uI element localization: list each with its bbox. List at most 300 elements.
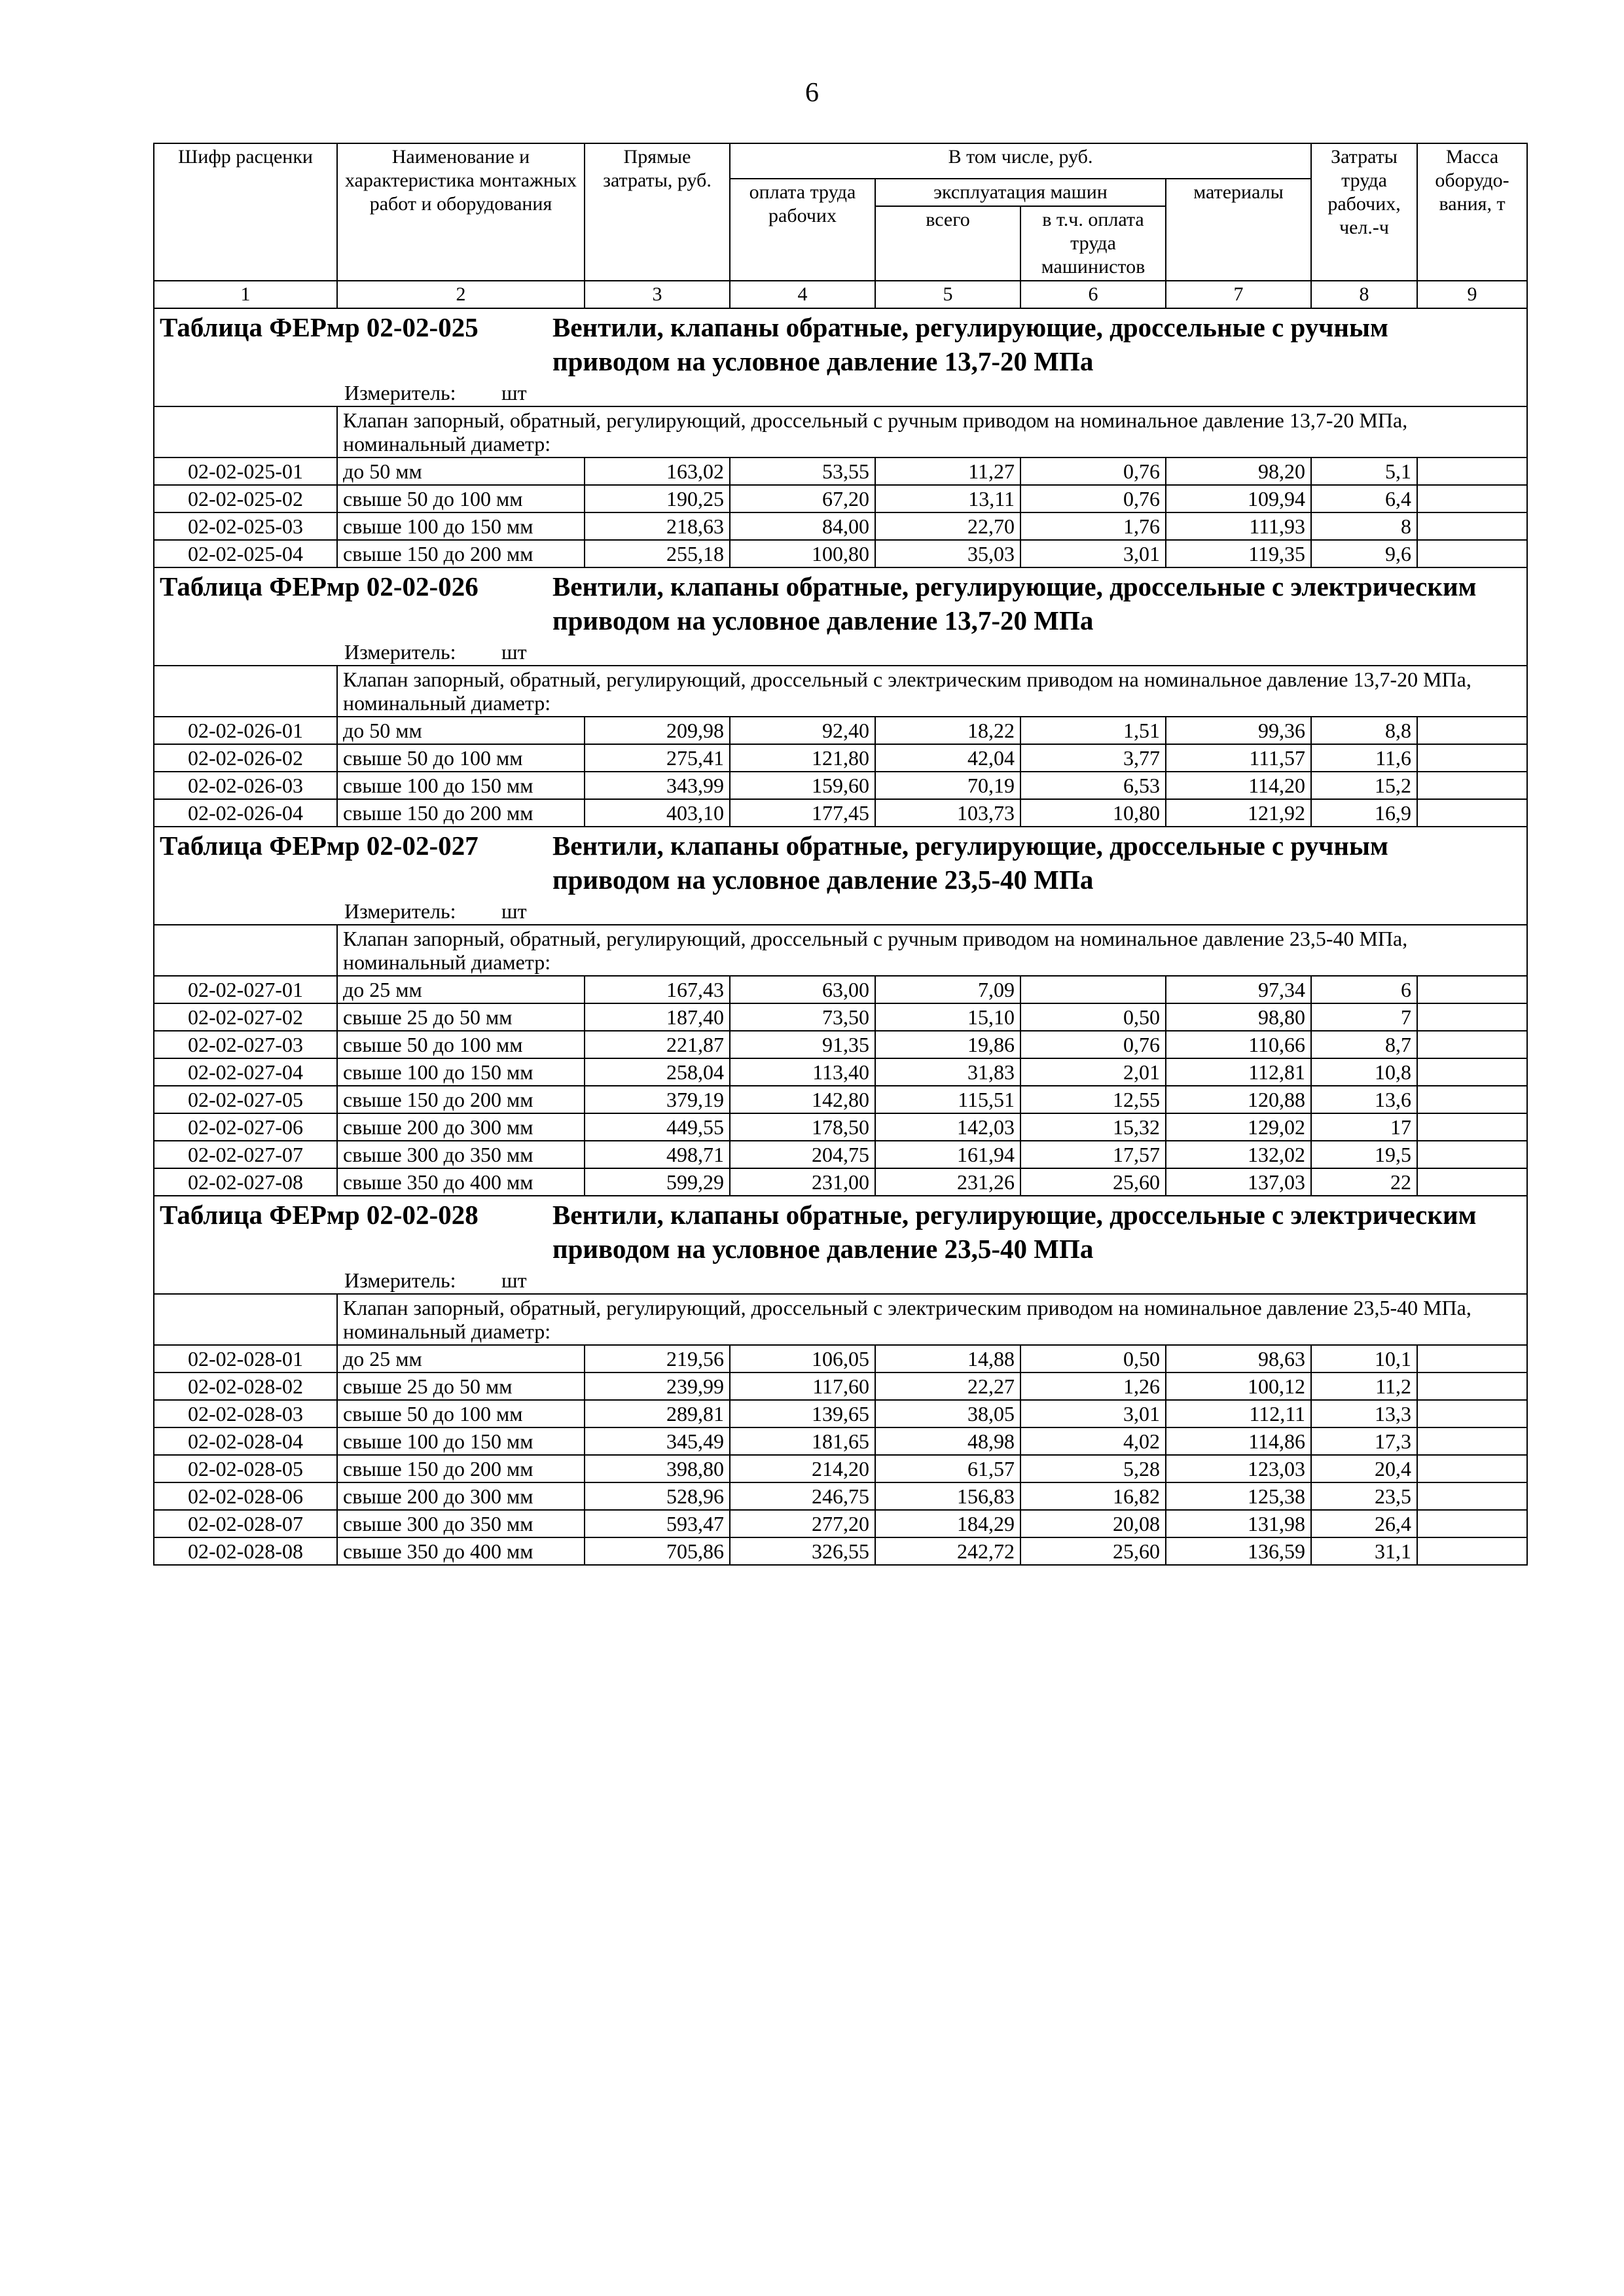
- meter-value: шт: [501, 640, 527, 664]
- equipment-mass: [1417, 1058, 1527, 1086]
- machine-total: 103,73: [875, 799, 1020, 827]
- materials: 112,81: [1166, 1058, 1311, 1086]
- direct-cost: 343,99: [585, 772, 730, 799]
- table-title: Вентили, клапаны обратные, регулирующие, дроссельные с электрическим приводом на условное давление 23,5-40 МПа: [552, 1200, 1477, 1264]
- direct-cost: 255,18: [585, 540, 730, 567]
- rate-code: 02-02-027-08: [154, 1168, 337, 1196]
- labor-pay: 178,50: [730, 1113, 875, 1141]
- table-row: [154, 1086, 1527, 1113]
- machinist-pay: 1,26: [1020, 1372, 1166, 1400]
- machine-total: 70,19: [875, 772, 1020, 799]
- work-name: свыше 100 до 150 мм: [337, 772, 585, 799]
- machinist-pay: 0,50: [1020, 1003, 1166, 1031]
- machinist-pay: 17,57: [1020, 1141, 1166, 1168]
- materials: 110,66: [1166, 1031, 1311, 1058]
- table-row: [154, 1455, 1527, 1482]
- machinist-pay: 10,80: [1020, 799, 1166, 827]
- work-name: свыше 350 до 400 мм: [337, 1537, 585, 1565]
- direct-cost: 705,86: [585, 1537, 730, 1565]
- work-name: свыше 200 до 300 мм: [337, 1113, 585, 1141]
- direct-cost: 221,87: [585, 1031, 730, 1058]
- table-row: [154, 512, 1527, 540]
- machine-total: 156,83: [875, 1482, 1020, 1510]
- labor-pay: 231,00: [730, 1168, 875, 1196]
- table-section-title-row: [154, 567, 1527, 639]
- equipment-mass: [1417, 772, 1527, 799]
- materials: 99,36: [1166, 717, 1311, 744]
- col-num: 9: [1417, 281, 1527, 308]
- materials: 136,59: [1166, 1537, 1311, 1565]
- meter: [154, 639, 1527, 666]
- header-total: всего: [875, 206, 1020, 281]
- machinist-pay: 0,50: [1020, 1345, 1166, 1372]
- machinist-pay: 1,51: [1020, 717, 1166, 744]
- work-name: до 25 мм: [337, 976, 585, 1003]
- machine-total: 242,72: [875, 1537, 1020, 1565]
- labor-hours: 17: [1311, 1113, 1417, 1141]
- labor-pay: 113,40: [730, 1058, 875, 1086]
- machinist-pay: 3,01: [1020, 540, 1166, 567]
- description-row: [154, 666, 1527, 717]
- labor-hours: 22: [1311, 1168, 1417, 1196]
- labor-pay: 142,80: [730, 1086, 875, 1113]
- materials: 137,03: [1166, 1168, 1311, 1196]
- table-row: [154, 457, 1527, 485]
- table-row: [154, 772, 1527, 799]
- materials: 123,03: [1166, 1455, 1311, 1482]
- direct-cost: 449,55: [585, 1113, 730, 1141]
- col-num: 2: [337, 281, 585, 308]
- rate-code: 02-02-028-01: [154, 1345, 337, 1372]
- meter-label: Измеритель:: [344, 1268, 456, 1292]
- materials: 131,98: [1166, 1510, 1311, 1537]
- item-description: Клапан запорный, обратный, регулирующий, дроссельный с ручным приводом на номинальное давление 23,5-40 МПа, номинальный диаметр:: [337, 925, 1527, 976]
- header-code: Шифр расценки: [154, 143, 337, 281]
- labor-pay: 92,40: [730, 717, 875, 744]
- table-title: Вентили, клапаны обратные, регулирующие, дроссельные с ручным приводом на условное давление 13,7-20 МПа: [552, 312, 1388, 376]
- description-blank: [154, 406, 337, 457]
- table-row: [154, 540, 1527, 567]
- labor-pay: 121,80: [730, 744, 875, 772]
- work-name: до 50 мм: [337, 717, 585, 744]
- machinist-pay: 20,08: [1020, 1510, 1166, 1537]
- materials: 97,34: [1166, 976, 1311, 1003]
- labor-hours: 5,1: [1311, 457, 1417, 485]
- equipment-mass: [1417, 1372, 1527, 1400]
- labor-hours: 11,2: [1311, 1372, 1417, 1400]
- table-section-title: [154, 1196, 1527, 1267]
- direct-cost: 167,43: [585, 976, 730, 1003]
- labor-pay: 63,00: [730, 976, 875, 1003]
- machinist-pay: 0,76: [1020, 485, 1166, 512]
- labor-hours: 23,5: [1311, 1482, 1417, 1510]
- header-direct: Прямые затраты, руб.: [585, 143, 730, 281]
- equipment-mass: [1417, 485, 1527, 512]
- table-row: [154, 744, 1527, 772]
- equipment-mass: [1417, 1537, 1527, 1565]
- machinist-pay: 6,53: [1020, 772, 1166, 799]
- direct-cost: 258,04: [585, 1058, 730, 1086]
- header-incl-mach-pay: в т.ч. оплата труда машинистов: [1020, 206, 1166, 281]
- work-name: свыше 100 до 150 мм: [337, 1427, 585, 1455]
- description-blank: [154, 666, 337, 717]
- meter-row: [154, 1267, 1527, 1294]
- work-name: свыше 300 до 350 мм: [337, 1510, 585, 1537]
- labor-pay: 177,45: [730, 799, 875, 827]
- meter-value: шт: [501, 1268, 527, 1292]
- column-numbers-row: [154, 281, 1527, 308]
- work-name: свыше 150 до 200 мм: [337, 1086, 585, 1113]
- table-row: [154, 799, 1527, 827]
- materials: 111,93: [1166, 512, 1311, 540]
- equipment-mass: [1417, 799, 1527, 827]
- meter-row: [154, 380, 1527, 406]
- equipment-mass: [1417, 1003, 1527, 1031]
- materials: 121,92: [1166, 799, 1311, 827]
- col-num: 7: [1166, 281, 1311, 308]
- equipment-mass: [1417, 1086, 1527, 1113]
- labor-hours: 26,4: [1311, 1510, 1417, 1537]
- labor-pay: 84,00: [730, 512, 875, 540]
- rates-table: [153, 143, 1528, 1566]
- rate-code: 02-02-028-06: [154, 1482, 337, 1510]
- machine-total: 7,09: [875, 976, 1020, 1003]
- materials: 98,80: [1166, 1003, 1311, 1031]
- rate-code: 02-02-028-08: [154, 1537, 337, 1565]
- machine-total: 13,11: [875, 485, 1020, 512]
- table-section-title-row: [154, 827, 1527, 898]
- header-name: Наименование и характеристика монтажных работ и оборудования: [337, 143, 585, 281]
- materials: 132,02: [1166, 1141, 1311, 1168]
- labor-hours: 17,3: [1311, 1427, 1417, 1455]
- equipment-mass: [1417, 1345, 1527, 1372]
- equipment-mass: [1417, 1168, 1527, 1196]
- materials: 114,20: [1166, 772, 1311, 799]
- rate-code: 02-02-027-01: [154, 976, 337, 1003]
- machinist-pay: 25,60: [1020, 1168, 1166, 1196]
- work-name: свыше 50 до 100 мм: [337, 1031, 585, 1058]
- equipment-mass: [1417, 512, 1527, 540]
- labor-hours: 10,1: [1311, 1345, 1417, 1372]
- description-blank: [154, 925, 337, 976]
- col-num: 5: [875, 281, 1020, 308]
- rate-code: 02-02-026-02: [154, 744, 337, 772]
- rate-code: 02-02-025-04: [154, 540, 337, 567]
- labor-pay: 67,20: [730, 485, 875, 512]
- machinist-pay: 0,76: [1020, 457, 1166, 485]
- table-id: Таблица ФЕРмр 02-02-028: [160, 1200, 478, 1230]
- materials: 98,63: [1166, 1345, 1311, 1372]
- table-row: [154, 1537, 1527, 1565]
- item-description: Клапан запорный, обратный, регулирующий, дроссельный с электрическим приводом на номинальное давление 13,7-20 МПа, номинальный диаметр:: [337, 666, 1527, 717]
- labor-pay: 159,60: [730, 772, 875, 799]
- table-row: [154, 1372, 1527, 1400]
- materials: 125,38: [1166, 1482, 1311, 1510]
- rate-code: 02-02-027-06: [154, 1113, 337, 1141]
- machine-total: 161,94: [875, 1141, 1020, 1168]
- rate-code: 02-02-026-04: [154, 799, 337, 827]
- item-description: Клапан запорный, обратный, регулирующий, дроссельный с электрическим приводом на номинальное давление 23,5-40 МПа, номинальный диаметр:: [337, 1294, 1527, 1345]
- equipment-mass: [1417, 1141, 1527, 1168]
- table-row: [154, 1031, 1527, 1058]
- machine-total: 61,57: [875, 1455, 1020, 1482]
- labor-hours: 19,5: [1311, 1141, 1417, 1168]
- table-row: [154, 1168, 1527, 1196]
- machine-total: 35,03: [875, 540, 1020, 567]
- page-number: 6: [805, 78, 819, 108]
- table-section-title: [154, 308, 1527, 380]
- direct-cost: 219,56: [585, 1345, 730, 1372]
- work-name: свыше 150 до 200 мм: [337, 1455, 585, 1482]
- labor-hours: 13,6: [1311, 1086, 1417, 1113]
- direct-cost: 398,80: [585, 1455, 730, 1482]
- work-name: свыше 25 до 50 мм: [337, 1372, 585, 1400]
- materials: 129,02: [1166, 1113, 1311, 1141]
- work-name: свыше 50 до 100 мм: [337, 744, 585, 772]
- table-section-title: [154, 567, 1527, 639]
- direct-cost: 599,29: [585, 1168, 730, 1196]
- equipment-mass: [1417, 744, 1527, 772]
- rate-code: 02-02-027-04: [154, 1058, 337, 1086]
- labor-hours: 7: [1311, 1003, 1417, 1031]
- materials: 98,20: [1166, 457, 1311, 485]
- machinist-pay: 5,28: [1020, 1455, 1166, 1482]
- meter-label: Измеритель:: [344, 381, 456, 404]
- work-name: свыше 50 до 100 мм: [337, 485, 585, 512]
- col-num: 1: [154, 281, 337, 308]
- header-materials: материалы: [1166, 179, 1311, 281]
- rate-code: 02-02-027-07: [154, 1141, 337, 1168]
- labor-pay: 117,60: [730, 1372, 875, 1400]
- equipment-mass: [1417, 1031, 1527, 1058]
- machine-total: 19,86: [875, 1031, 1020, 1058]
- direct-cost: 403,10: [585, 799, 730, 827]
- equipment-mass: [1417, 1427, 1527, 1455]
- table-section-title-row: [154, 308, 1527, 380]
- machinist-pay: 3,01: [1020, 1400, 1166, 1427]
- table-row: [154, 1003, 1527, 1031]
- table-row: [154, 1058, 1527, 1086]
- equipment-mass: [1417, 1400, 1527, 1427]
- labor-pay: 73,50: [730, 1003, 875, 1031]
- machine-total: 14,88: [875, 1345, 1020, 1372]
- equipment-mass: [1417, 457, 1527, 485]
- labor-pay: 53,55: [730, 457, 875, 485]
- machinist-pay: 4,02: [1020, 1427, 1166, 1455]
- col-num: 3: [585, 281, 730, 308]
- materials: 114,86: [1166, 1427, 1311, 1455]
- equipment-mass: [1417, 717, 1527, 744]
- materials: 111,57: [1166, 744, 1311, 772]
- machine-total: 11,27: [875, 457, 1020, 485]
- direct-cost: 345,49: [585, 1427, 730, 1455]
- table-row: [154, 1510, 1527, 1537]
- header-incl: В том числе, руб.: [730, 143, 1311, 179]
- direct-cost: 239,99: [585, 1372, 730, 1400]
- work-name: свыше 150 до 200 мм: [337, 540, 585, 567]
- table-row: [154, 1113, 1527, 1141]
- equipment-mass: [1417, 1455, 1527, 1482]
- meter-value: шт: [501, 381, 527, 404]
- direct-cost: 593,47: [585, 1510, 730, 1537]
- table-id: Таблица ФЕРмр 02-02-026: [160, 571, 478, 601]
- rate-code: 02-02-028-04: [154, 1427, 337, 1455]
- table-row: [154, 976, 1527, 1003]
- work-name: свыше 350 до 400 мм: [337, 1168, 585, 1196]
- work-name: свыше 100 до 150 мм: [337, 1058, 585, 1086]
- equipment-mass: [1417, 976, 1527, 1003]
- equipment-mass: [1417, 1510, 1527, 1537]
- labor-pay: 139,65: [730, 1400, 875, 1427]
- table-row: [154, 1141, 1527, 1168]
- labor-pay: 326,55: [730, 1537, 875, 1565]
- machinist-pay: 1,76: [1020, 512, 1166, 540]
- table-row: [154, 1400, 1527, 1427]
- table-id: Таблица ФЕРмр 02-02-027: [160, 831, 478, 861]
- description-blank: [154, 1294, 337, 1345]
- materials: 119,35: [1166, 540, 1311, 567]
- meter-row: [154, 898, 1527, 925]
- labor-hours: 15,2: [1311, 772, 1417, 799]
- machinist-pay: 3,77: [1020, 744, 1166, 772]
- machinist-pay: 16,82: [1020, 1482, 1166, 1510]
- machine-total: 22,70: [875, 512, 1020, 540]
- col-num: 4: [730, 281, 875, 308]
- direct-cost: 190,25: [585, 485, 730, 512]
- table-row: [154, 1482, 1527, 1510]
- machinist-pay: 25,60: [1020, 1537, 1166, 1565]
- rate-code: 02-02-028-02: [154, 1372, 337, 1400]
- rate-code: 02-02-027-05: [154, 1086, 337, 1113]
- materials: 100,12: [1166, 1372, 1311, 1400]
- machine-total: 42,04: [875, 744, 1020, 772]
- machinist-pay: 2,01: [1020, 1058, 1166, 1086]
- description-row: [154, 1294, 1527, 1345]
- table-row: [154, 717, 1527, 744]
- labor-hours: 16,9: [1311, 799, 1417, 827]
- table-section-title-row: [154, 1196, 1527, 1267]
- col-num: 8: [1311, 281, 1417, 308]
- labor-hours: 8,7: [1311, 1031, 1417, 1058]
- work-name: свыше 200 до 300 мм: [337, 1482, 585, 1510]
- description-row: [154, 925, 1527, 976]
- materials: 120,88: [1166, 1086, 1311, 1113]
- materials: 109,94: [1166, 485, 1311, 512]
- direct-cost: 498,71: [585, 1141, 730, 1168]
- labor-hours: 31,1: [1311, 1537, 1417, 1565]
- rate-code: 02-02-028-07: [154, 1510, 337, 1537]
- work-name: свыше 25 до 50 мм: [337, 1003, 585, 1031]
- header-labor-pay: оплата труда рабочих: [730, 179, 875, 281]
- direct-cost: 289,81: [585, 1400, 730, 1427]
- table-row: [154, 1427, 1527, 1455]
- rate-code: 02-02-028-03: [154, 1400, 337, 1427]
- table-row: [154, 1345, 1527, 1372]
- machinist-pay: [1020, 976, 1166, 1003]
- meter-row: [154, 639, 1527, 666]
- materials: 112,11: [1166, 1400, 1311, 1427]
- rate-code: 02-02-025-02: [154, 485, 337, 512]
- labor-pay: 246,75: [730, 1482, 875, 1510]
- rate-code: 02-02-026-03: [154, 772, 337, 799]
- labor-hours: 9,6: [1311, 540, 1417, 567]
- machine-total: 231,26: [875, 1168, 1020, 1196]
- header-labor-cost: Затраты труда рабочих, чел.-ч: [1311, 143, 1417, 281]
- labor-hours: 10,8: [1311, 1058, 1417, 1086]
- machine-total: 18,22: [875, 717, 1020, 744]
- direct-cost: 275,41: [585, 744, 730, 772]
- meter: [154, 1267, 1527, 1294]
- work-name: до 50 мм: [337, 457, 585, 485]
- item-description: Клапан запорный, обратный, регулирующий, дроссельный с ручным приводом на номинальное давление 13,7-20 МПа, номинальный диаметр:: [337, 406, 1527, 457]
- machine-total: 48,98: [875, 1427, 1020, 1455]
- machine-total: 115,51: [875, 1086, 1020, 1113]
- labor-pay: 204,75: [730, 1141, 875, 1168]
- direct-cost: 218,63: [585, 512, 730, 540]
- labor-hours: 8,8: [1311, 717, 1417, 744]
- machine-total: 142,03: [875, 1113, 1020, 1141]
- table-title: Вентили, клапаны обратные, регулирующие, дроссельные с электрическим приводом на условное давление 13,7-20 МПа: [552, 571, 1477, 636]
- direct-cost: 379,19: [585, 1086, 730, 1113]
- header-equip-mass: Масса оборудо-вания, т: [1417, 143, 1527, 281]
- equipment-mass: [1417, 1113, 1527, 1141]
- labor-pay: 214,20: [730, 1455, 875, 1482]
- machine-total: 31,83: [875, 1058, 1020, 1086]
- meter-label: Измеритель:: [344, 640, 456, 664]
- equipment-mass: [1417, 1482, 1527, 1510]
- direct-cost: 209,98: [585, 717, 730, 744]
- rate-code: 02-02-027-03: [154, 1031, 337, 1058]
- rate-code: 02-02-026-01: [154, 717, 337, 744]
- labor-pay: 91,35: [730, 1031, 875, 1058]
- machine-total: 22,27: [875, 1372, 1020, 1400]
- direct-cost: 163,02: [585, 457, 730, 485]
- labor-hours: 13,3: [1311, 1400, 1417, 1427]
- meter-label: Измеритель:: [344, 899, 456, 923]
- direct-cost: 528,96: [585, 1482, 730, 1510]
- description-row: [154, 406, 1527, 457]
- equipment-mass: [1417, 540, 1527, 567]
- table-id: Таблица ФЕРмр 02-02-025: [160, 312, 478, 342]
- meter-value: шт: [501, 899, 527, 923]
- work-name: свыше 300 до 350 мм: [337, 1141, 585, 1168]
- rate-code: 02-02-025-03: [154, 512, 337, 540]
- labor-hours: 6,4: [1311, 485, 1417, 512]
- work-name: до 25 мм: [337, 1345, 585, 1372]
- header-machines: эксплуатация машин: [875, 179, 1166, 206]
- rate-code: 02-02-028-05: [154, 1455, 337, 1482]
- meter: [154, 380, 1527, 406]
- machinist-pay: 0,76: [1020, 1031, 1166, 1058]
- meter: [154, 898, 1527, 925]
- labor-hours: 11,6: [1311, 744, 1417, 772]
- labor-hours: 8: [1311, 512, 1417, 540]
- work-name: свыше 150 до 200 мм: [337, 799, 585, 827]
- rate-code: 02-02-025-01: [154, 457, 337, 485]
- labor-hours: 20,4: [1311, 1455, 1417, 1482]
- table-row: [154, 485, 1527, 512]
- rate-code: 02-02-027-02: [154, 1003, 337, 1031]
- labor-hours: 6: [1311, 976, 1417, 1003]
- table-title: Вентили, клапаны обратные, регулирующие, дроссельные с ручным приводом на условное давление 23,5-40 МПа: [552, 831, 1388, 895]
- labor-pay: 181,65: [730, 1427, 875, 1455]
- labor-pay: 106,05: [730, 1345, 875, 1372]
- machine-total: 184,29: [875, 1510, 1020, 1537]
- machine-total: 38,05: [875, 1400, 1020, 1427]
- work-name: свыше 100 до 150 мм: [337, 512, 585, 540]
- labor-pay: 277,20: [730, 1510, 875, 1537]
- col-num: 6: [1020, 281, 1166, 308]
